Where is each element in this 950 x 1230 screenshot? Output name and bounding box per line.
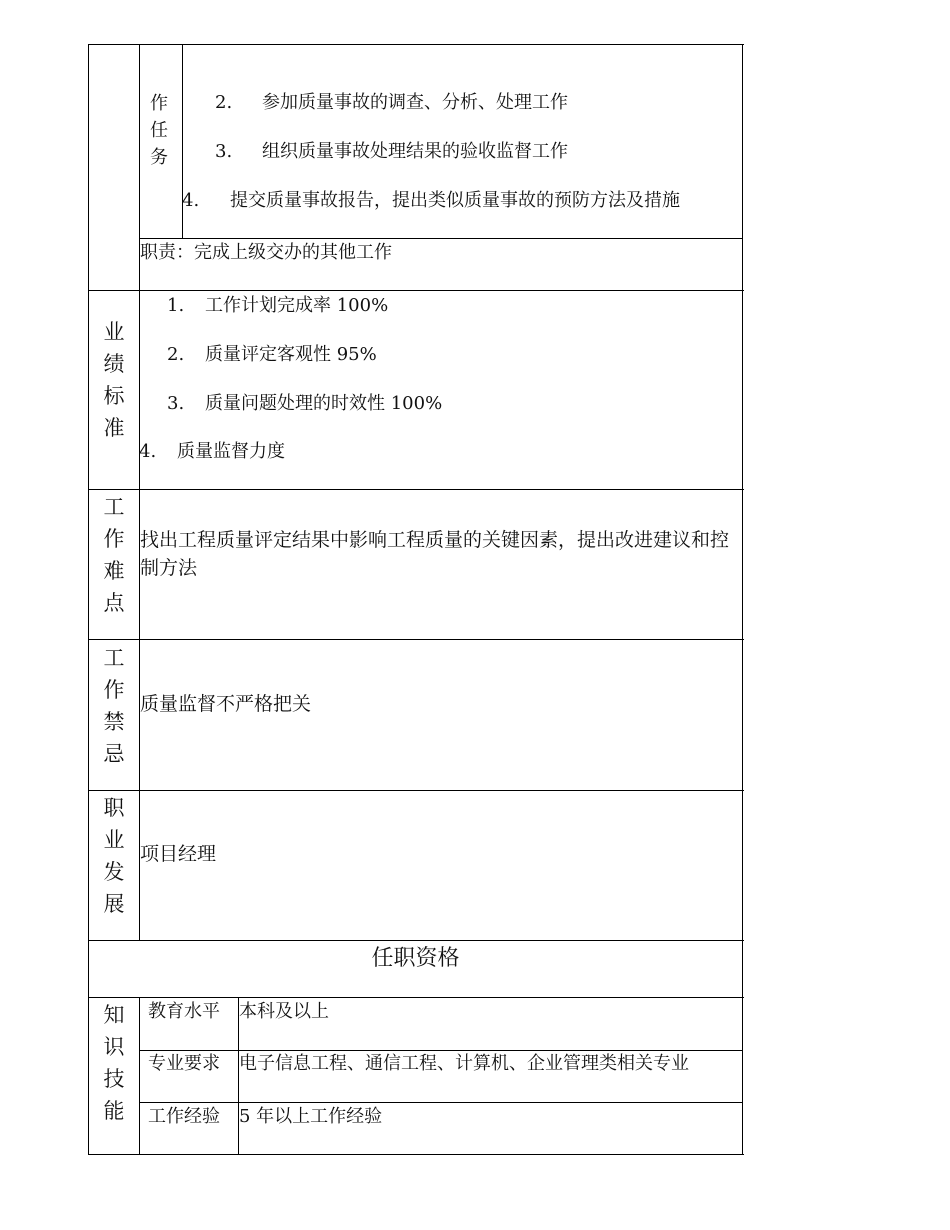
performance-item-num: 2. xyxy=(167,344,185,365)
task-item-num: 2. xyxy=(215,92,233,113)
row-line-career xyxy=(88,790,744,791)
knowledge-key: 工作经验 xyxy=(148,1106,220,1127)
qualification-title: 任职资格 xyxy=(371,946,460,971)
performance-label: 业 绩 标 准 xyxy=(103,320,125,440)
knowledge-value: 电子信息工程、通信工程、计算机、企业管理类相关专业 xyxy=(239,1053,689,1074)
task-sub-label: 作 任 务 xyxy=(150,93,168,168)
knowledge-label: 知 识 技 能 xyxy=(103,1003,125,1123)
duty-text: 职责：完成上级交办的其他工作 xyxy=(140,242,392,263)
task-item-text: 提交质量事故报告，提出类似质量事故的预防方法及措施 xyxy=(230,190,680,211)
performance-item-text: 质量问题处理的时效性 100% xyxy=(205,393,443,414)
table-border-right xyxy=(742,44,743,1155)
performance-item-text: 工作计划完成率 100% xyxy=(205,295,389,316)
performance-item-text: 质量评定客观性 95% xyxy=(205,344,377,365)
knowledge-key: 教育水平 xyxy=(148,1001,220,1022)
taboo-text: 质量监督不严格把关 xyxy=(140,693,312,715)
performance-item-text: 质量监督力度 xyxy=(177,441,285,462)
table-border-bottom xyxy=(88,1154,744,1155)
row-line-difficulty xyxy=(88,489,744,490)
performance-item-num: 1. xyxy=(167,295,185,316)
performance-item-num: 3. xyxy=(167,393,185,414)
row-line-knowledge-2 xyxy=(139,1050,743,1051)
taboo-label: 工 作 禁 忌 xyxy=(103,646,125,766)
task-item-text: 参加质量事故的调查、分析、处理工作 xyxy=(262,92,568,113)
row-line-performance xyxy=(88,290,744,291)
career-label: 职 业 发 展 xyxy=(103,796,125,916)
task-item-num: 3. xyxy=(215,141,233,162)
row-line-knowledge xyxy=(88,997,744,998)
table-border-top xyxy=(88,44,744,45)
knowledge-value: 本科及以上 xyxy=(239,1001,329,1022)
knowledge-label-divider xyxy=(139,997,140,1155)
difficulty-label: 工 作 难 点 xyxy=(103,495,125,615)
difficulty-text: 找出工程质量评定结果中影响工程质量的关键因素，提出改进建议和控制方法 xyxy=(140,529,730,579)
row-line-task-duty xyxy=(139,238,743,239)
career-text: 项目经理 xyxy=(140,843,217,865)
task-item-text: 组织质量事故处理结果的验收监督工作 xyxy=(262,141,568,162)
knowledge-key: 专业要求 xyxy=(148,1053,220,1074)
label-column-divider xyxy=(139,44,140,941)
row-line-taboo xyxy=(88,639,744,640)
row-line-knowledge-3 xyxy=(139,1102,743,1103)
performance-item-num: 4. xyxy=(139,441,157,462)
knowledge-value: 5 年以上工作经验 xyxy=(239,1106,383,1127)
task-item-num: 4. xyxy=(182,190,200,211)
